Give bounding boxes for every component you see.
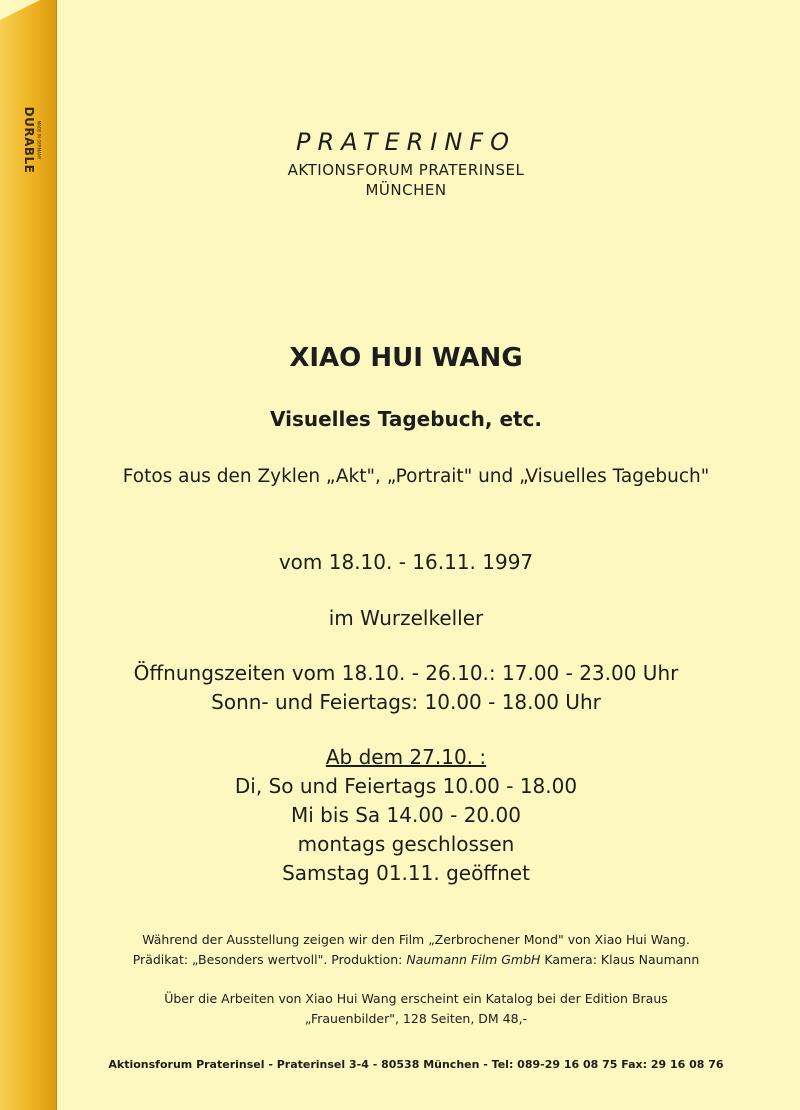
- film-rating: Prädikat: „Besonders wertvoll". Produktion:: [132, 952, 407, 967]
- binder-spine: [0, 0, 57, 1110]
- binder-brand-text: DURABLE: [22, 106, 36, 174]
- opening-hours-line-3: Di, So und Feiertags 10.00 - 18.00: [234, 774, 578, 798]
- document-content: [56, 0, 800, 1110]
- opening-hours-from-label: [56, 745, 756, 769]
- header-title: PRATERINFO: [295, 128, 517, 156]
- catalog-note-line-1: Über die Arbeiten von Xiao Hui Wang erscheint ein Katalog bei der Edition Braus: [164, 991, 668, 1006]
- opening-hours-line-2: Sonn- und Feiertags: 10.00 - 18.00 Uhr: [211, 690, 601, 714]
- opening-hours-line-1: Öffnungszeiten vom 18.10. - 26.10.: 17.00 - 23.00 Uhr: [133, 661, 679, 685]
- opening-hours-from-text: Ab dem 27.10. :: [325, 745, 487, 769]
- exhibition-venue: im Wurzelkeller: [328, 606, 484, 630]
- opening-hours-line-5: montags geschlossen: [297, 832, 515, 856]
- film-camera: Kamera: Klaus Naumann: [540, 952, 700, 967]
- footer-contact: Aktionsforum Praterinsel - Praterinsel 3-4 - 80538 München - Tel: 089-29 16 08 75 Fax: 29 16 08 76: [108, 1058, 724, 1071]
- artist-name: XIAO HUI WANG: [289, 343, 523, 373]
- binder-brand-logo: [16, 100, 42, 180]
- exhibition-dates: vom 18.10. - 16.11. 1997: [278, 550, 534, 574]
- film-note: Während der Ausstellung zeigen wir den Film „Zerbrochener Mond" von Xiao Hui Wang.: [142, 932, 690, 947]
- binder-brand-subtext: MADE IN GERMANY: [36, 120, 42, 160]
- header-subtitle-organization: AKTIONSFORUM PRATERINSEL: [287, 161, 525, 179]
- film-credits: [56, 952, 776, 967]
- opening-hours-line-4: Mi bis Sa 14.00 - 20.00: [291, 803, 521, 827]
- film-production: Naumann Film GmbH: [406, 952, 541, 967]
- exhibition-description: Fotos aus den Zyklen „Akt", „Portrait" und „Visuelles Tagebuch": [122, 466, 710, 487]
- opening-hours-line-6: Samstag 01.11. geöffnet: [282, 861, 530, 885]
- catalog-note-line-2: „Frauenbilder", 128 Seiten, DM 48,-: [304, 1011, 528, 1026]
- exhibition-title: Visuelles Tagebuch, etc.: [269, 407, 543, 431]
- header-subtitle-city: MÜNCHEN: [365, 181, 447, 199]
